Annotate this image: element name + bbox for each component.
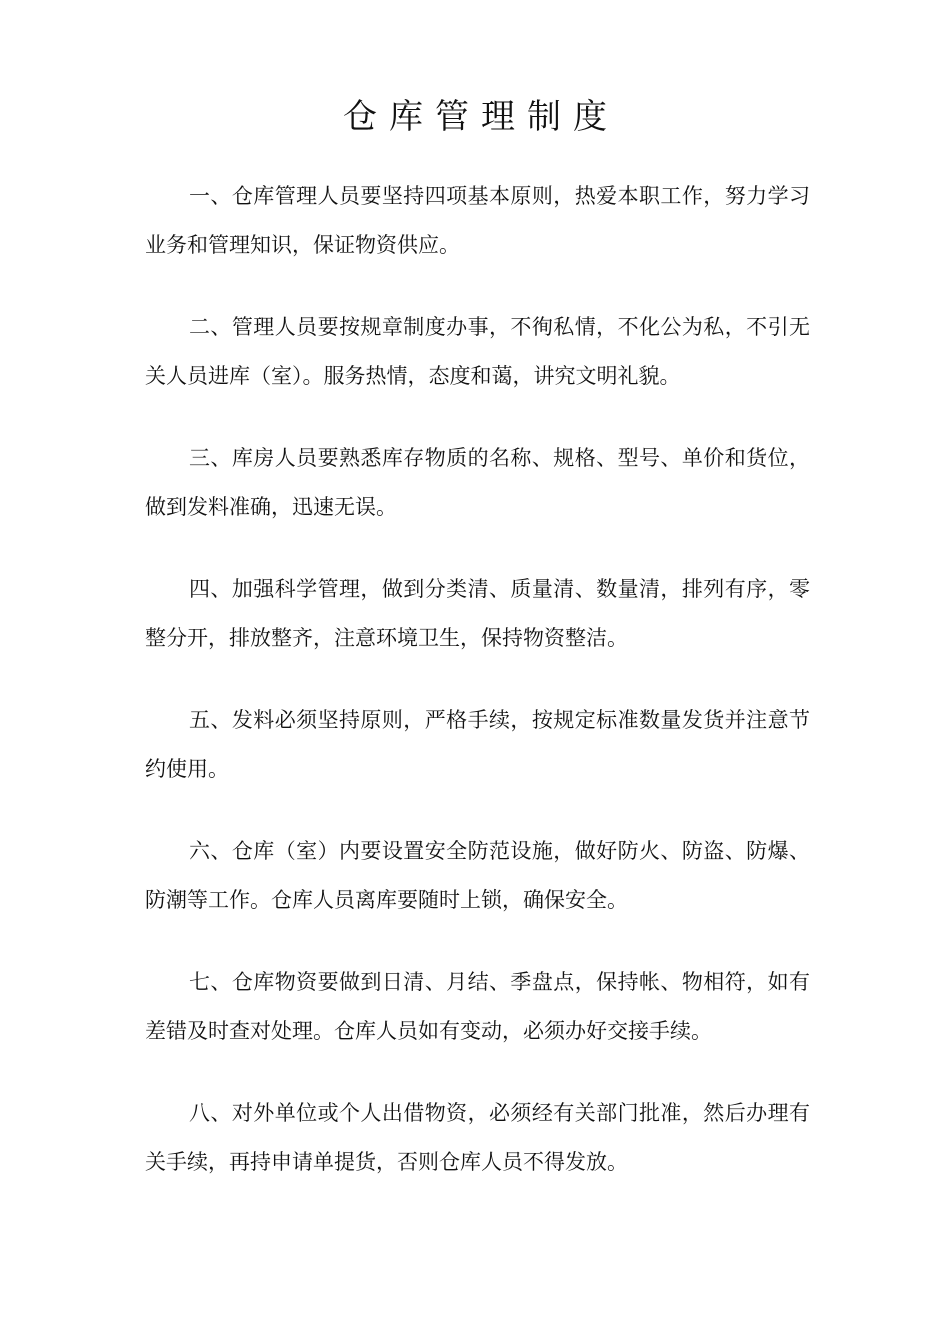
clause-5: 五、发料必须坚持原则，严格手续，按规定标准数量发货并注意节约使用。: [145, 708, 810, 781]
clause-list: [145, 172, 810, 1220]
clause-1: 一、仓库管理人员要坚持四项基本原则，热爱本职工作，努力学习业务和管理知识，保证物资供应。: [145, 184, 810, 257]
clause-6: 六、仓库（室）内要设置安全防范设施，做好防火、防盗、防爆、防潮等工作。仓库人员离库要随时上锁，确保安全。: [145, 839, 810, 912]
clause-4: 四、加强科学管理，做到分类清、质量清、数量清，排列有序，零整分开，排放整齐，注意环境卫生，保持物资整洁。: [145, 577, 810, 650]
document-title: 仓库管理制度: [343, 97, 619, 137]
clause-2: 二、管理人员要按规章制度办事，不徇私情，不化公为私，不引无关人员进库（室）。服务热情，态度和蔼，讲究文明礼貌。: [145, 315, 810, 388]
clause-7: 七、仓库物资要做到日清、月结、季盘点，保持帐、物相符，如有差错及时查对处理。仓库人员如有变动，必须办好交接手续。: [145, 970, 810, 1043]
clause-3: 三、库房人员要熟悉库存物质的名称、规格、型号、单价和货位，做到发料准确，迅速无误。: [145, 446, 810, 519]
clause-8: 八、对外单位或个人出借物资，必须经有关部门批准，然后办理有关手续，再持申请单提货，否则仓库人员不得发放。: [145, 1101, 810, 1174]
